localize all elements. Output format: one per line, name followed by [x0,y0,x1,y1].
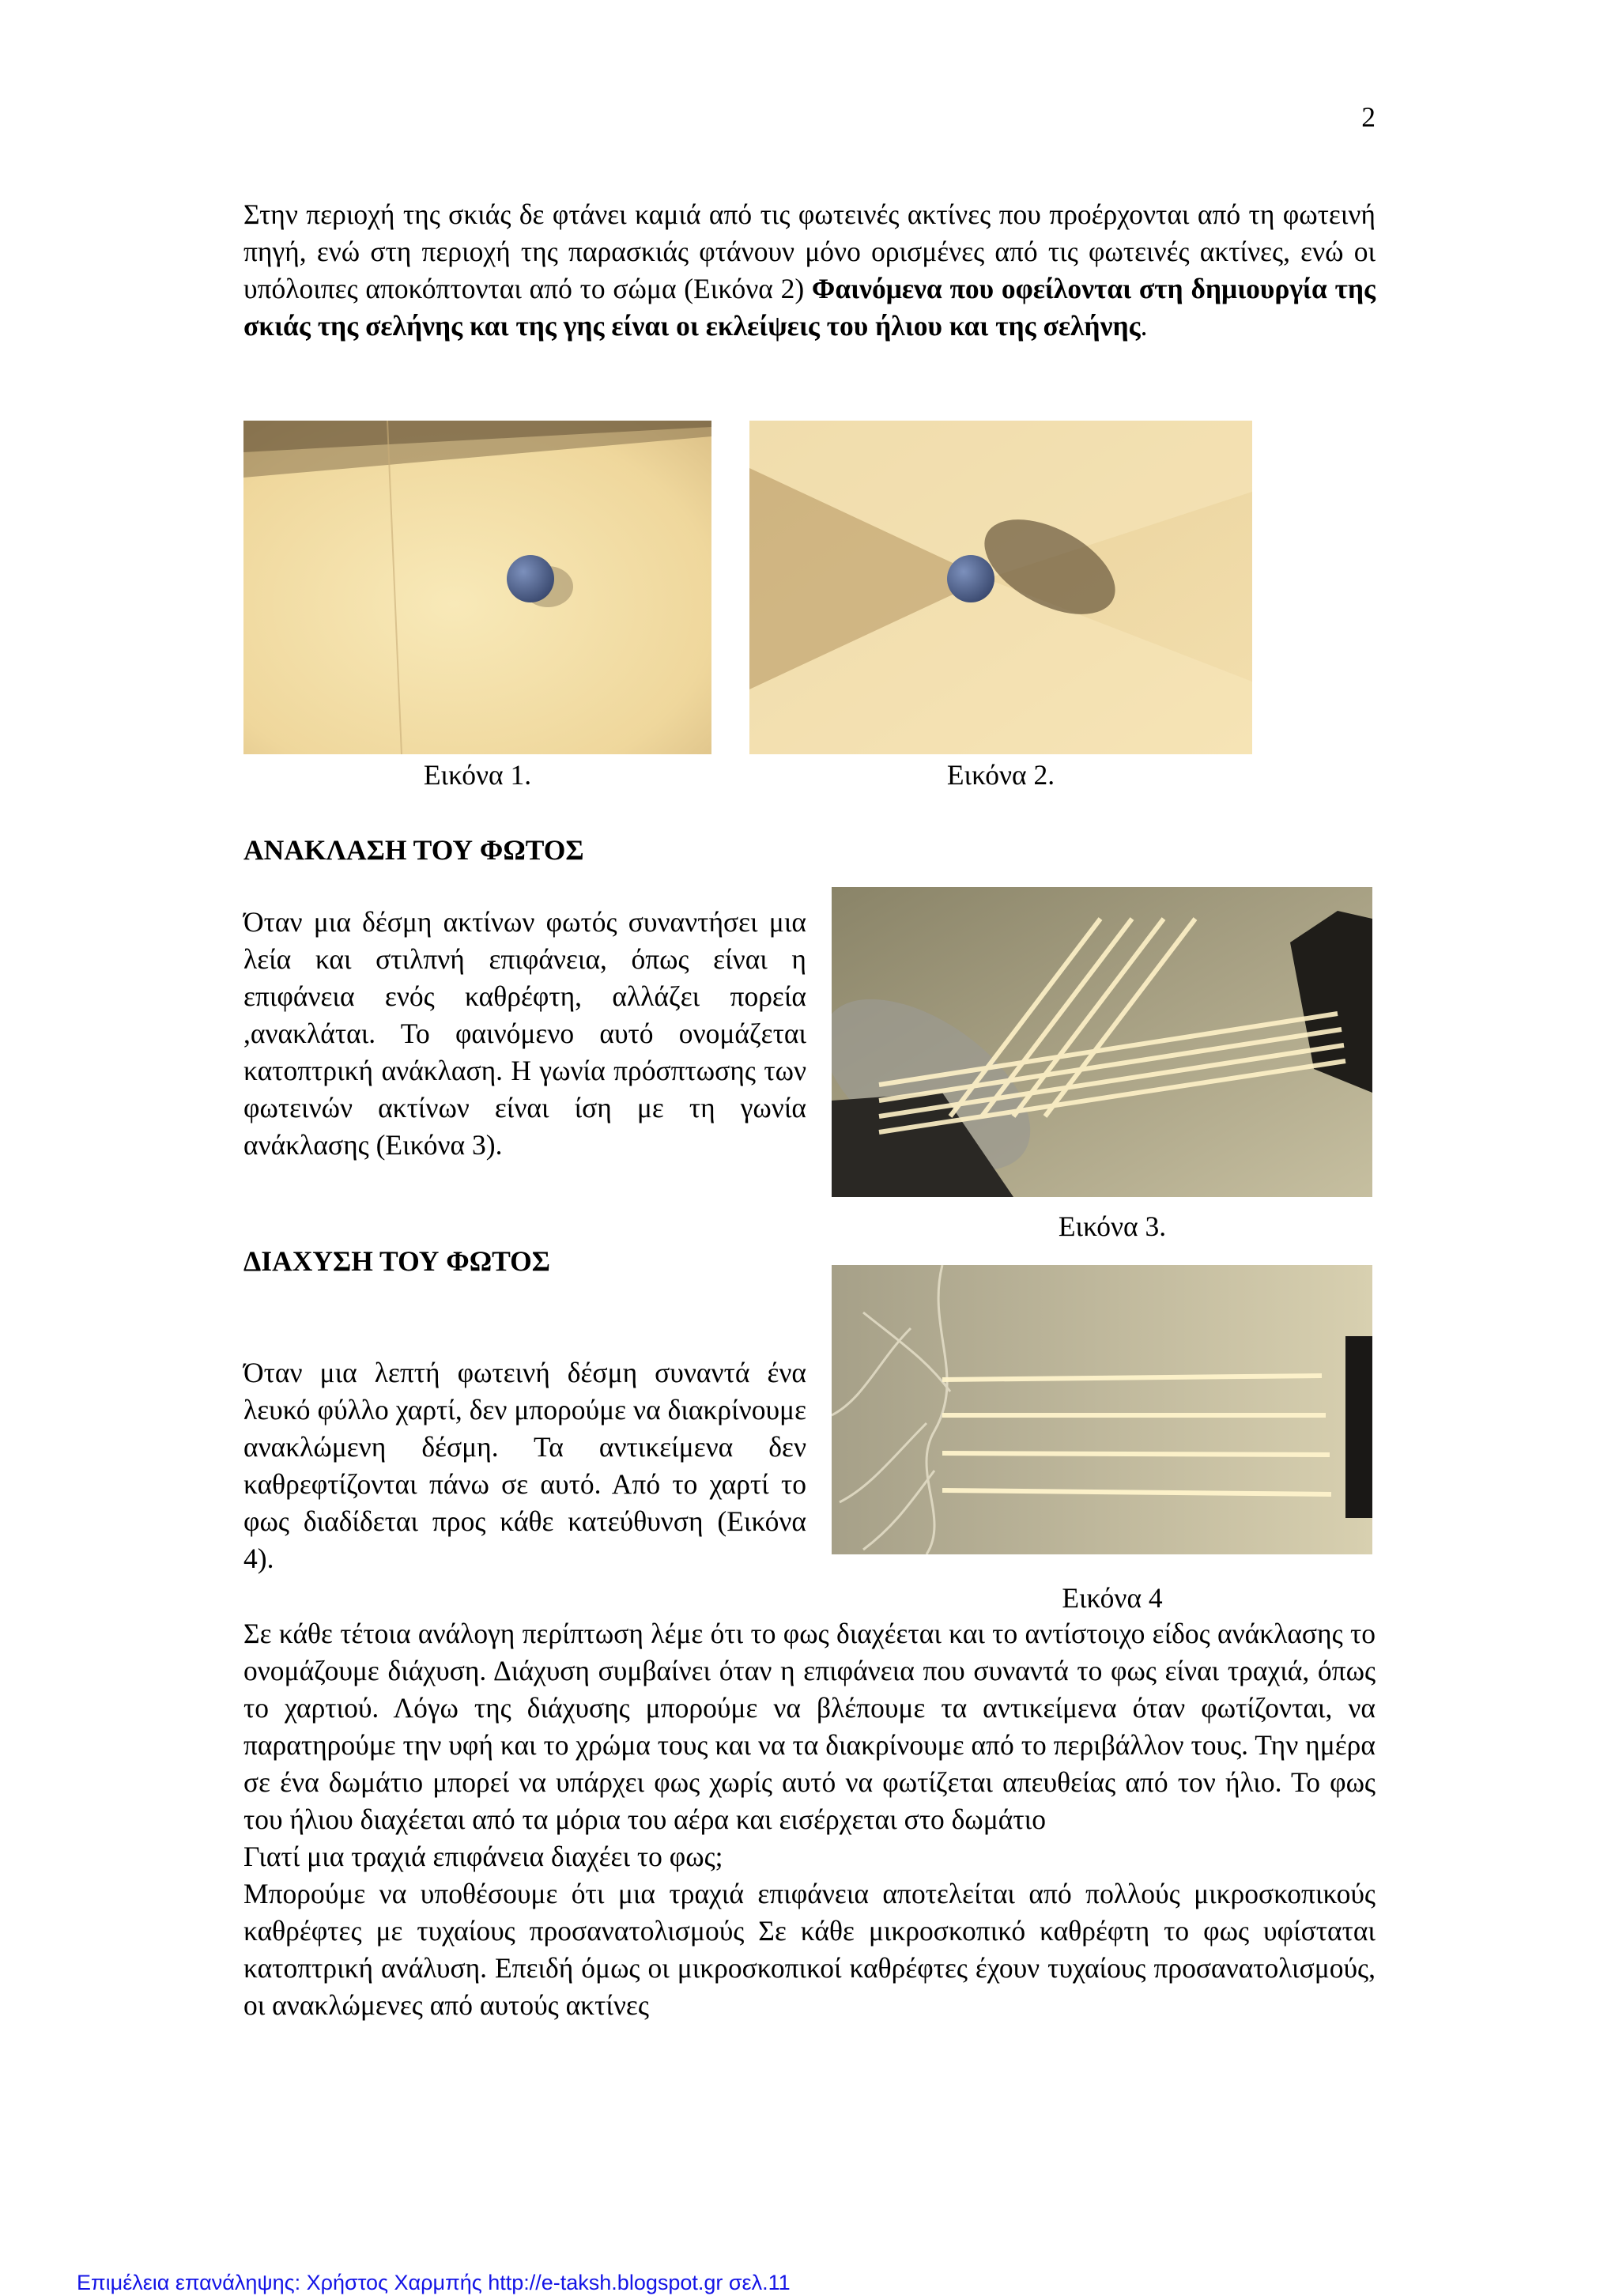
body-paragraph-1: Σε κάθε τέτοια ανάλογη περίπτωση λέμε ότι το φως διαχέεται και το αντίστοιχο είδος ανάκλασης το ονομάζουμε διάχυση. Διάχυση συμβαίνει όταν η επιφάνεια που συναντά το φως είναι τραχιά, όπως το χαρτιού. Λόγω της διάχυσης μπορούμε να βλέπουμε τα αντικείμενα όταν φωτίζονται, να παρατηρούμε την υφή και το χρώμα τους και να τα διακρίνουμε από το περιβάλλον τους. Την ημέρα σε ένα δωμάτιο μπορεί να υπάρχει φως χωρίς αυτό να φωτίζεται απευθείας από τον ήλιο. Το φως του ήλιου διαχέεται από τα μόρια του αέρα και εισέρχεται στο δωμάτιο [243,1618,1376,1835]
diffusion-paragraph: Όταν μια λεπτή φωτεινή δέσμη συναντά ένα λευκό φύλλο χαρτί, δεν μπορούμε να διακρίνουμε ανακλώμενη δέσμη. Τα αντικείμενα δεν καθρεφτίζονται πάνω σε αυτό. Από το χαρτί το φως διαδίδεται προς κάθε κατεύθυνση (Εικόνα 4). [243,1357,806,1574]
intro-bold-text: Φαινόμενα που οφείλονται στη δημιουργία της σκιάς της σελήνης και της γης είναι οι εκλείψεις του ήλιου και της σελήνης [243,273,1376,342]
figure-1-caption: Εικόνα 1. [423,759,532,791]
body-text [243,1615,1376,2024]
body-paragraph-3: Μπορούμε να υποθέσουμε ότι μια τραχιά επιφάνεια αποτελείται από πολλούς μικροσκοπικούς καθρέφτες με τυχαίους προσανατολισμούς Σε κάθε μικροσκοπικό καθρέφτη το φως υφίσταται κατοπτρική ανάλυση. Επειδή όμως οι μικροσκοπικοί καθρέφτες έχουν τυχαίους προσανατολισμούς, οι ανακλώμενες από αυτούς ακτίνες [243,1878,1376,2021]
intro-end: . [1140,310,1148,342]
figure-2-image [749,421,1252,754]
footer: Επιμέλεια επανάληψης: Χρήστος Χαρμπής http://e-taksh.blogspot.gr σελ.11 [77,2271,791,2294]
figure-4-caption: Εικόνα 4 [1062,1582,1163,1614]
intro-text: Στην περιοχή της σκιάς δε φτάνει καμιά από τις φωτεινές ακτίνες που προέρχονται από τη φωτεινή πηγή, ενώ στη περιοχή της παρασκιάς φτάνουν μόνο ορισμένες από τις φωτεινές ακτίνες, ενώ οι υπόλοιπες αποκόπτονται από το σώμα (Εικόνα 2) [243,198,1376,304]
figure-3-caption: Εικόνα 3. [1058,1210,1167,1242]
page-number: 2 [1361,101,1376,133]
figure-4-image [832,1265,1372,1554]
diffusion-heading: ΔΙΑΧΥΣΗ ΤΟΥ ΦΩΤΟΣ [243,1245,551,1277]
body-paragraph-2: Γιατί μια τραχιά επιφάνεια διαχέει το φως; [243,1841,723,1872]
figure-2-caption: Εικόνα 2. [946,759,1055,791]
figure-1-image [243,421,711,754]
intro-paragraph [243,196,1376,345]
figure-3-image [832,887,1372,1197]
reflection-paragraph: Όταν μια δέσμη ακτίνων φωτός συναντήσει μια λεία και στιλπνή επιφάνεια, όπως είναι η επιφάνεια ενός καθρέφτη, αλλάζει πορεία ,ανακλάται. Το φαινόμενο αυτό ονομάζεται κατοπτρική ανάκλαση. Η γωνία πρόσπτωσης των φωτεινών ακτίνων είναι ίση με τη γωνία ανάκλασης (Εικόνα 3). [243,906,806,1161]
reflection-heading: ΑΝΑΚΛΑΣΗ ΤΟΥ ΦΩΤΟΣ [243,834,584,866]
